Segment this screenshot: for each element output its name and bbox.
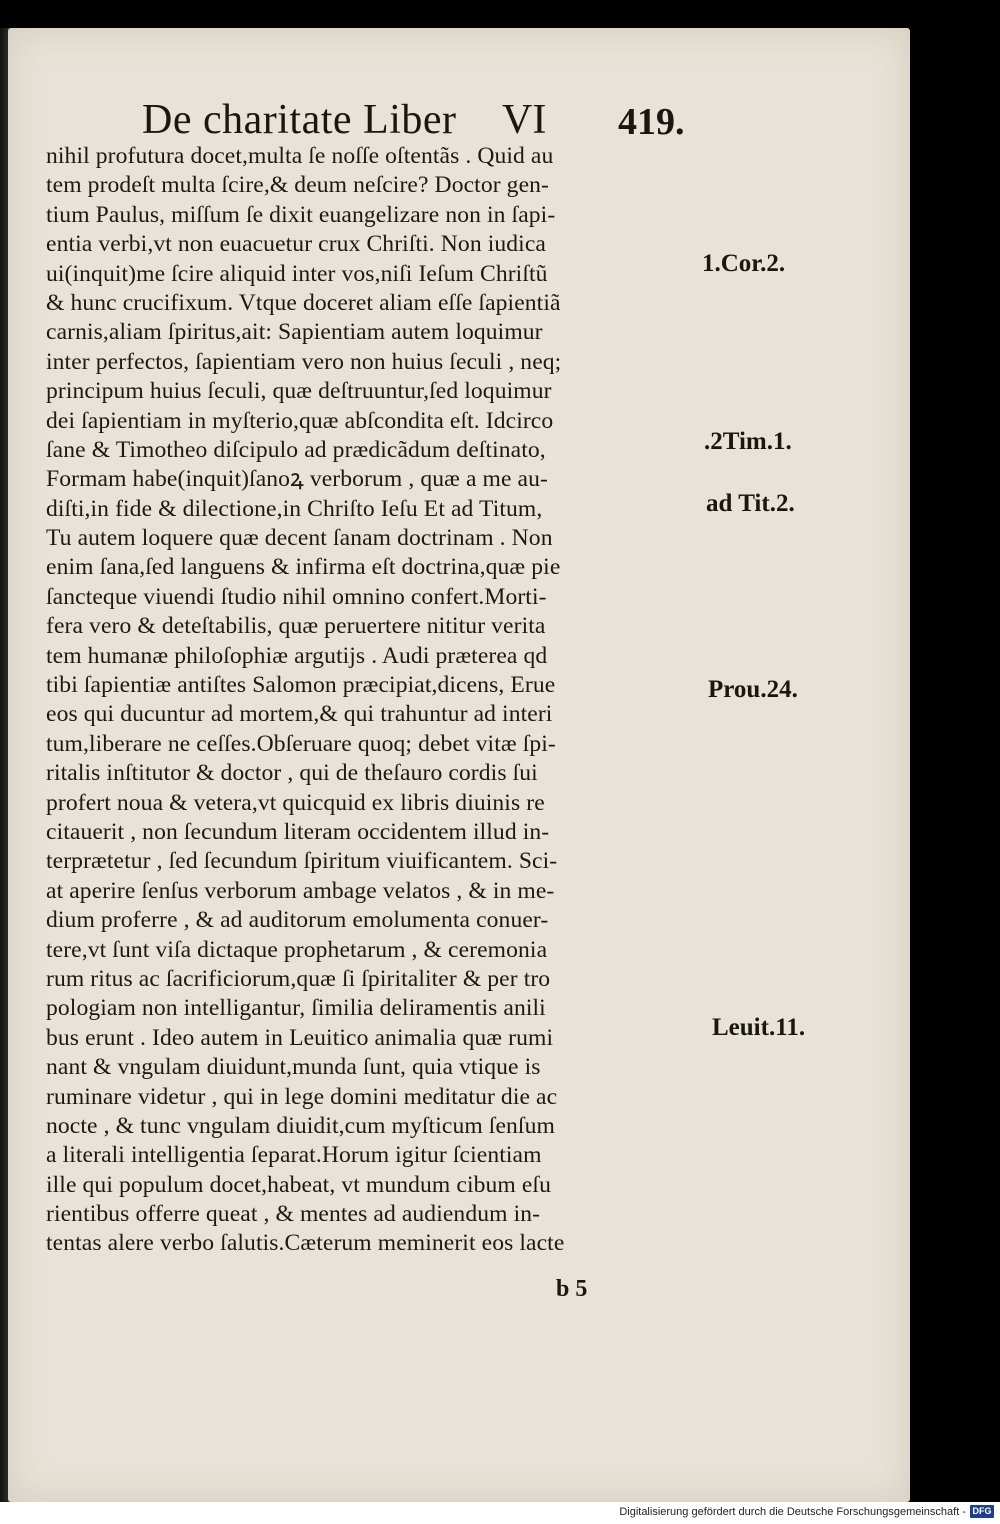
- text-line: nihil profutura docet,multa ſe noſſe oſtentãs . Quid au: [46, 143, 554, 169]
- digitization-credit: Digitalisierung gefördert durch die Deutsche Forschungsgemeinschaft -: [619, 1506, 966, 1518]
- text-line: carnis,aliam ſpiritus,ait: Sapientiam autem loquimur: [46, 319, 543, 346]
- text-line: terprætetur , ſed ſecundum ſpiritum viuificantem. Sci-: [46, 848, 558, 875]
- text-line: tibi ſapientiæ antiſtes Salomon præcipiat,dicens, Erue: [46, 672, 556, 699]
- text-line: profert noua & vetera,vt quicquid ex libris diuinis re: [46, 789, 545, 816]
- text-line: eos qui ducuntur ad mortem,& qui trahuntur ad interi: [46, 701, 553, 728]
- folio-number: 419.: [618, 101, 685, 143]
- text-line: Formam habe(inquit)ſanoꝝ verborum , quæ a me au-: [46, 466, 548, 493]
- text-line: tem prodeſt multa ſcire,& deum neſcire? Doctor gen-: [46, 172, 549, 199]
- running-head-title: De charitate Liber: [142, 97, 457, 143]
- text-line: enim ſana,ſed languens & infirma eſt doctrina,quæ pie: [46, 554, 561, 581]
- text-line: rientibus offerre queat , & mentes ad audiendum in-: [46, 1201, 541, 1228]
- text-line: nant & vngulam diuidunt,munda ſunt, quia vtique is: [46, 1054, 541, 1081]
- main-text-block: [46, 142, 706, 1259]
- text-line: & hunc crucifixum. Vtque doceret aliam eſſe ſapientiã: [46, 289, 561, 316]
- text-line: entia verbi,vt non euacuetur crux Chriſti. Non iudica: [46, 231, 546, 258]
- text-line: tem humanæ philoſophiæ argutijs . Audi præterea qd: [46, 642, 548, 669]
- text-line: ille qui populum docet,habeat, vt mundum cibum eſu: [46, 1171, 551, 1198]
- text-line: ſancteque viuendi ſtudio nihil omnino confert.Morti-: [46, 583, 547, 610]
- margin-note-2tim: .2Tim.1.: [704, 428, 792, 455]
- text-line: tentas alere verbo ſalutis.Cæterum meminerit eos lacte: [46, 1230, 565, 1257]
- signature-mark: b 5: [556, 1276, 588, 1302]
- text-line: a literali intelligentia ſeparat.Horum igitur ſcientiam: [46, 1142, 542, 1169]
- margin-note-prou: Prou.24.: [708, 676, 798, 703]
- text-line: citauerit , non ſecundum literam occidentem illud in-: [46, 818, 550, 845]
- text-line: diſti,in fide & dilectione,in Chriſto Ieſu Et ad Titum,: [46, 495, 543, 522]
- text-line: tium Paulus, miſſum ſe dixit euangelizare non in ſapi-: [46, 201, 556, 228]
- text-line: dium proferre , & ad auditorum emolumenta conuer-: [46, 907, 549, 934]
- running-head-book-number: VI: [502, 97, 547, 143]
- text-line: fera vero & deteſtabilis, quæ peruertere nititur verita: [46, 613, 546, 640]
- margin-note-1cor: 1.Cor.2.: [702, 250, 786, 277]
- text-line: ui(inquit)me ſcire aliquid inter vos,niſi Ieſum Chriſtũ: [46, 260, 548, 287]
- dfg-logo-icon: DFG: [970, 1505, 994, 1518]
- text-line: dei ſapientiam in myſterio,quæ abſcondita eſt. Idcirco: [46, 407, 554, 434]
- text-line: bus erunt . Ideo autem in Leuitico animalia quæ rumi: [46, 1024, 554, 1051]
- margin-note-leuit: Leuit.11.: [712, 1014, 806, 1041]
- text-line: tere,vt ſunt viſa dictaque prophetarum , & ceremonia: [46, 936, 548, 963]
- text-line: nocte , & tunc vngulam diuidit,cum myſticum ſenſum: [46, 1112, 555, 1139]
- text-line: tum,liberare ne ceſſes.Obſeruare quoq; debet vitæ ſpi-: [46, 730, 556, 757]
- text-line: rum ritus ac ſacrificiorum,quæ ſi ſpiritaliter & per tro: [46, 965, 551, 992]
- text-line: at aperire ſenſus verborum ambage velatos , & in me-: [46, 877, 555, 904]
- text-line: pologiam non intelligantur, ſimilia deliramentis anili: [46, 995, 546, 1022]
- text-line: principum huius ſeculi, quæ deſtruuntur,ſed loquimur: [46, 378, 552, 405]
- text-line: inter perfectos, ſapientiam vero non huius ſeculi , neq;: [46, 348, 562, 375]
- text-line: ritalis inſtitutor & doctor , qui de theſauro cordis ſui: [46, 760, 538, 787]
- text-line: Tu autem loquere quæ decent ſanam doctrinam . Non: [46, 525, 553, 552]
- margin-note-tit: ad Tit.2.: [706, 490, 795, 517]
- text-line: ruminare videtur , qui in lege domini meditatur die ac: [46, 1083, 558, 1110]
- text-line: ſane & Timotheo diſcipulo ad prædicãdum deſtinato,: [46, 436, 546, 463]
